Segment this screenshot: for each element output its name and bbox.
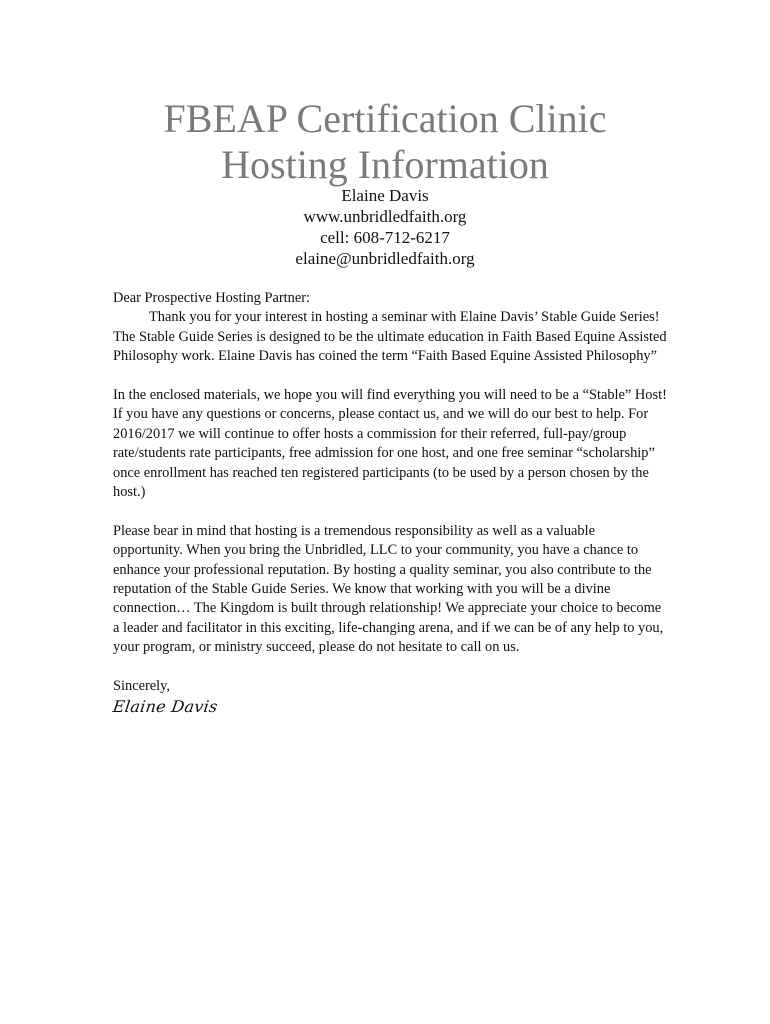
letter-paragraph-2: In the enclosed materials, we hope you will find everything you will need to be a “Stable” Host! If you have any questions or concerns, please contact us, and we will do our best to help. For 2016/2017 we will continue to offer hosts a commission for their referred, full-pay/group rate/students rate participants, free admission for one host, and one free seminar “scholarship” once enrollment has reached ten registered participants (to be used by a person chosen by the host.) (113, 387, 667, 501)
document-title-line1: FBEAP Certification Clinic (163, 96, 607, 141)
letter-body (113, 289, 668, 718)
letter-paragraph-3: Please bear in mind that hosting is a tremendous responsibility as well as a valuable opportunity. When you bring the Unbridled, LLC to your community, you have a chance to enhance your professional reputation. By hosting a quality seminar, you also contribute to the reputation of the Stable Guide Series. We know that working with you will be a divine connection… The Kingdom is built through relationship! We appreciate your choice to become a leader and facilitator in this exciting, life-changing arena, and if we can be of any help to you, your program, or ministry succeed, please do not hesitate to call on us. (113, 522, 664, 656)
contact-email: elaine@unbridledfaith.org (295, 249, 475, 268)
letter-signature: Elaine Davis (111, 697, 220, 717)
document-title-line2: Hosting Information (221, 142, 549, 187)
letter-salutation: Dear Prospective Hosting Partner: (113, 290, 311, 306)
contact-cell: cell: 608-712-6217 (320, 228, 450, 247)
letter-paragraph-1: Thank you for your interest in hosting a seminar with Elaine Davis’ Stable Guide Series! The Stable Guide Series is designed to be the ultimate education in Faith Based Equine Assisted Philosophy work. Elaine Davis has coined the term “Faith Based Equine Assisted Philosophy” (113, 309, 667, 365)
letter-closing: Sincerely, (113, 678, 171, 695)
contact-name: Elaine Davis (341, 186, 429, 205)
contact-website: www.unbridledfaith.org (303, 207, 467, 226)
